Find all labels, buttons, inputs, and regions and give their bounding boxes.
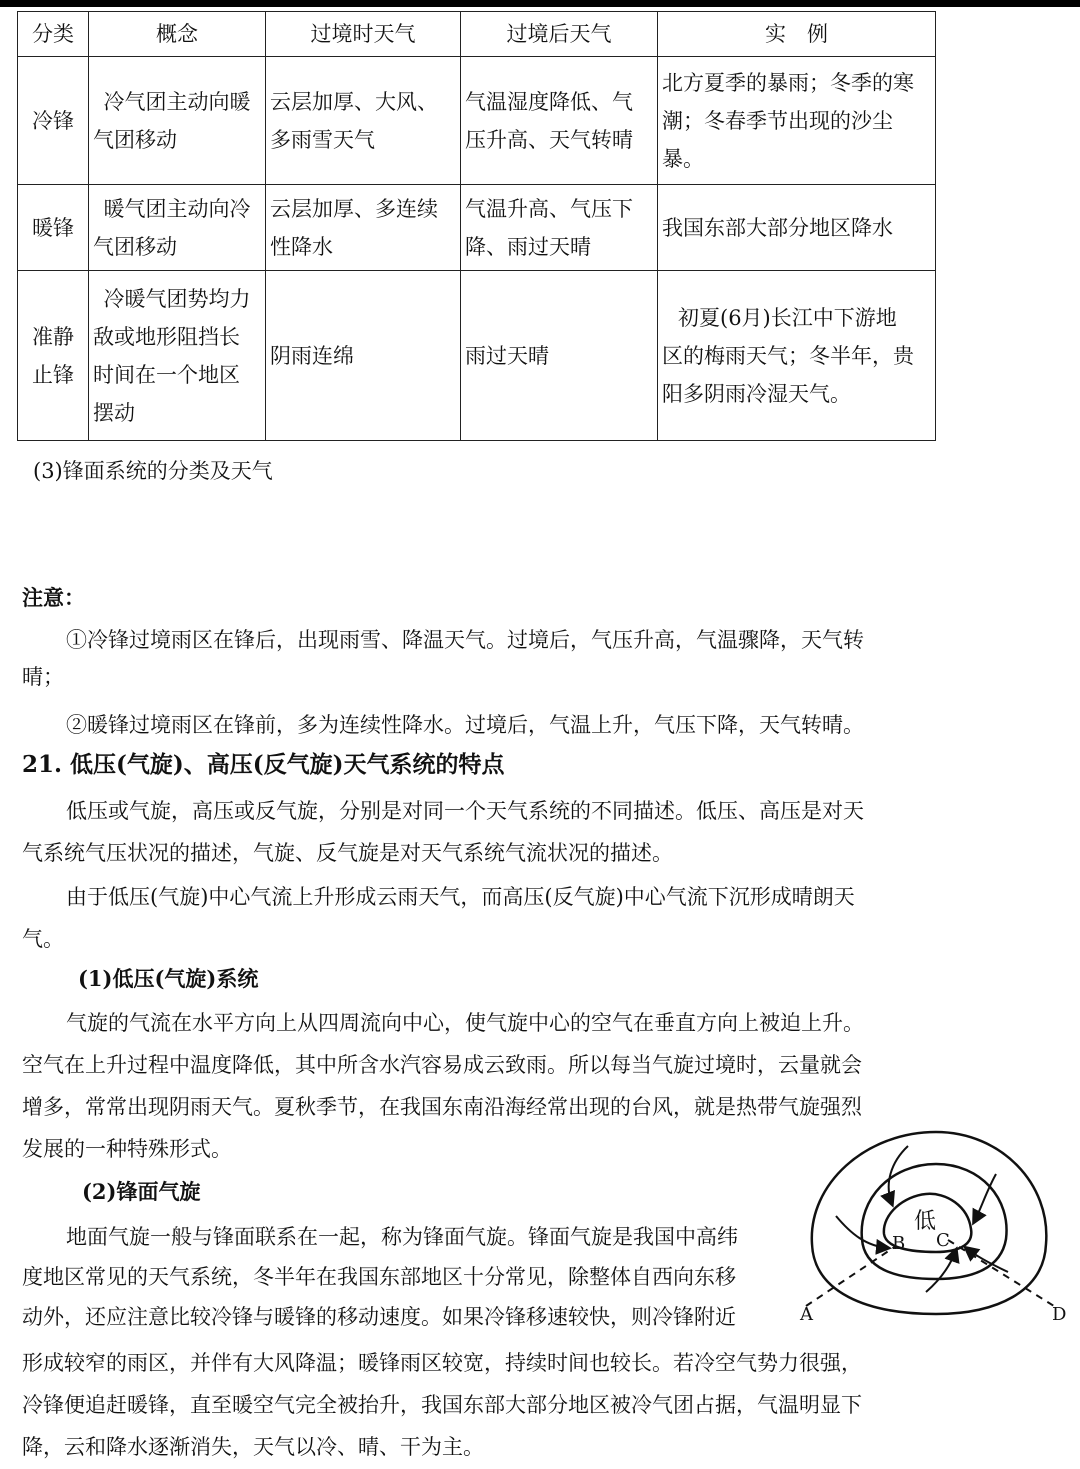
- cell-during: 阴雨连绵: [266, 271, 461, 441]
- note-paragraph-2: ②暖锋过境雨区在锋前，多为连续性降水。过境后，气温上升，气压下降，天气转晴。: [66, 713, 864, 737]
- cell-examples: 初夏(6月)长江中下游地 区的梅雨天气；冬半年，贵 阳多阴雨冷湿天气。: [658, 271, 936, 441]
- cell-examples: 北方夏季的暴雨；冬季的寒 潮；冬春季节出现的沙尘 暴。: [658, 57, 936, 185]
- note-paragraph-1: ①冷锋过境雨区在锋后，出现雨雪、降温天气。过境后，气压升高，气温骤降，天气转: [66, 628, 864, 652]
- subsection-2-line: 降，云和降水逐渐消失，天气以冷、晴、干为主。: [22, 1435, 484, 1459]
- table-row: [18, 185, 936, 271]
- subsection-2-line: 形成较窄的雨区，并伴有大风降温；暖锋雨区较宽，持续时间也较长。若冷空气势力很强，: [22, 1351, 862, 1375]
- subsection-2-line: 动外，还应注意比较冷锋与暖锋的移动速度。如果冷锋移速较快，则冷锋附近: [22, 1305, 736, 1329]
- subsection-1-line: 增多，常常出现阴雨天气。夏秋季节，在我国东南沿海经常出现的台风，就是热带气旋强烈: [22, 1095, 862, 1119]
- cell-concept: 暖气团主动向冷 气团移动: [89, 185, 266, 271]
- section-21-paragraph-1-cont: 气系统气压状况的描述，气旋、反气旋是对天气系统气流状况的描述。: [22, 841, 673, 865]
- table-header-row: [18, 12, 936, 57]
- subsection-2-line: 度地区常见的天气系统，冬半年在我国东部地区十分常见，除整体自西向东移: [22, 1265, 736, 1289]
- subsection-1-line: 发展的一种特殊形式。: [22, 1137, 232, 1161]
- point-label-c: C: [936, 1230, 950, 1251]
- cell-after: 气温湿度降低、气 压升高、天气转晴: [461, 57, 658, 185]
- note-heading: 注意：: [22, 585, 85, 610]
- cell-examples: 我国东部大部分地区降水: [658, 185, 936, 271]
- low-center-label: 低: [914, 1209, 937, 1234]
- cell-concept: 冷气团主动向暖 气团移动: [89, 57, 266, 185]
- cell-during: 云层加厚、多连续 性降水: [266, 185, 461, 271]
- cell-type: 暖锋: [18, 185, 89, 271]
- cell-concept: 冷暖气团势均力 敌或地形阻挡长 时间在一个地区 摆动: [89, 271, 266, 441]
- cell-after: 气温升高、气压下 降、雨过天晴: [461, 185, 658, 271]
- subsection-1-line: 气旋的气流在水平方向上从四周流向中心，使气旋中心的空气在垂直方向上被迫上升。: [66, 1011, 864, 1035]
- header-concept: 概念: [89, 12, 266, 57]
- frontal-cyclone-diagram: [796, 1124, 1076, 1324]
- header-examples: 实 例: [658, 12, 936, 57]
- subsection-2-line: 冷锋便追赶暖锋，直至暖空气完全被抬升，我国东部大部分地区被冷气团占据，气温明显下: [22, 1393, 862, 1417]
- inflow-arrow: [889, 1146, 908, 1204]
- inflow-arrow: [926, 1250, 956, 1292]
- subsection-2-heading: (2)锋面气旋: [82, 1179, 201, 1204]
- cell-during: 云层加厚、大风、 多雨雪天气: [266, 57, 461, 185]
- point-label-d: D: [1052, 1304, 1067, 1324]
- top-border: [0, 0, 1080, 7]
- subsection-2-line: 地面气旋一般与锋面联系在一起，称为锋面气旋。锋面气旋是我国中高纬: [66, 1225, 738, 1249]
- header-category: 分类: [18, 12, 89, 57]
- point-label-a: A: [800, 1304, 813, 1324]
- header-during: 过境时天气: [266, 12, 461, 57]
- note-paragraph-1-cont: 晴；: [22, 665, 64, 689]
- cell-type: 冷锋: [18, 57, 89, 185]
- subsection-1-line: 空气在上升过程中温度降低，其中所含水汽容易成云致雨。所以每当气旋过境时，云量就会: [22, 1053, 862, 1077]
- front-system-table: [17, 11, 936, 441]
- cell-after: 雨过天晴: [461, 271, 658, 441]
- header-after: 过境后天气: [461, 12, 658, 57]
- section-21-paragraph-2: 由于低压(气旋)中心气流上升形成云雨天气，而高压(反气旋)中心气流下沉形成晴朗天: [66, 885, 855, 909]
- subsection-1-heading: (1)低压(气旋)系统: [78, 966, 259, 991]
- section-21-paragraph-1: 低压或气旋，高压或反气旋，分别是对同一个天气系统的不同描述。低压、高压是对天: [66, 799, 864, 823]
- table-row: [18, 57, 936, 185]
- table-row: [18, 271, 936, 441]
- section-21-paragraph-2-cont: 气。: [22, 927, 64, 951]
- point-label-b: B: [892, 1233, 906, 1254]
- cell-type: 准静 止锋: [18, 271, 89, 441]
- section-21-heading: 21. 低压(气旋)、高压(反气旋)天气系统的特点: [22, 751, 505, 778]
- table-caption: (3)锋面系统的分类及天气: [33, 459, 273, 483]
